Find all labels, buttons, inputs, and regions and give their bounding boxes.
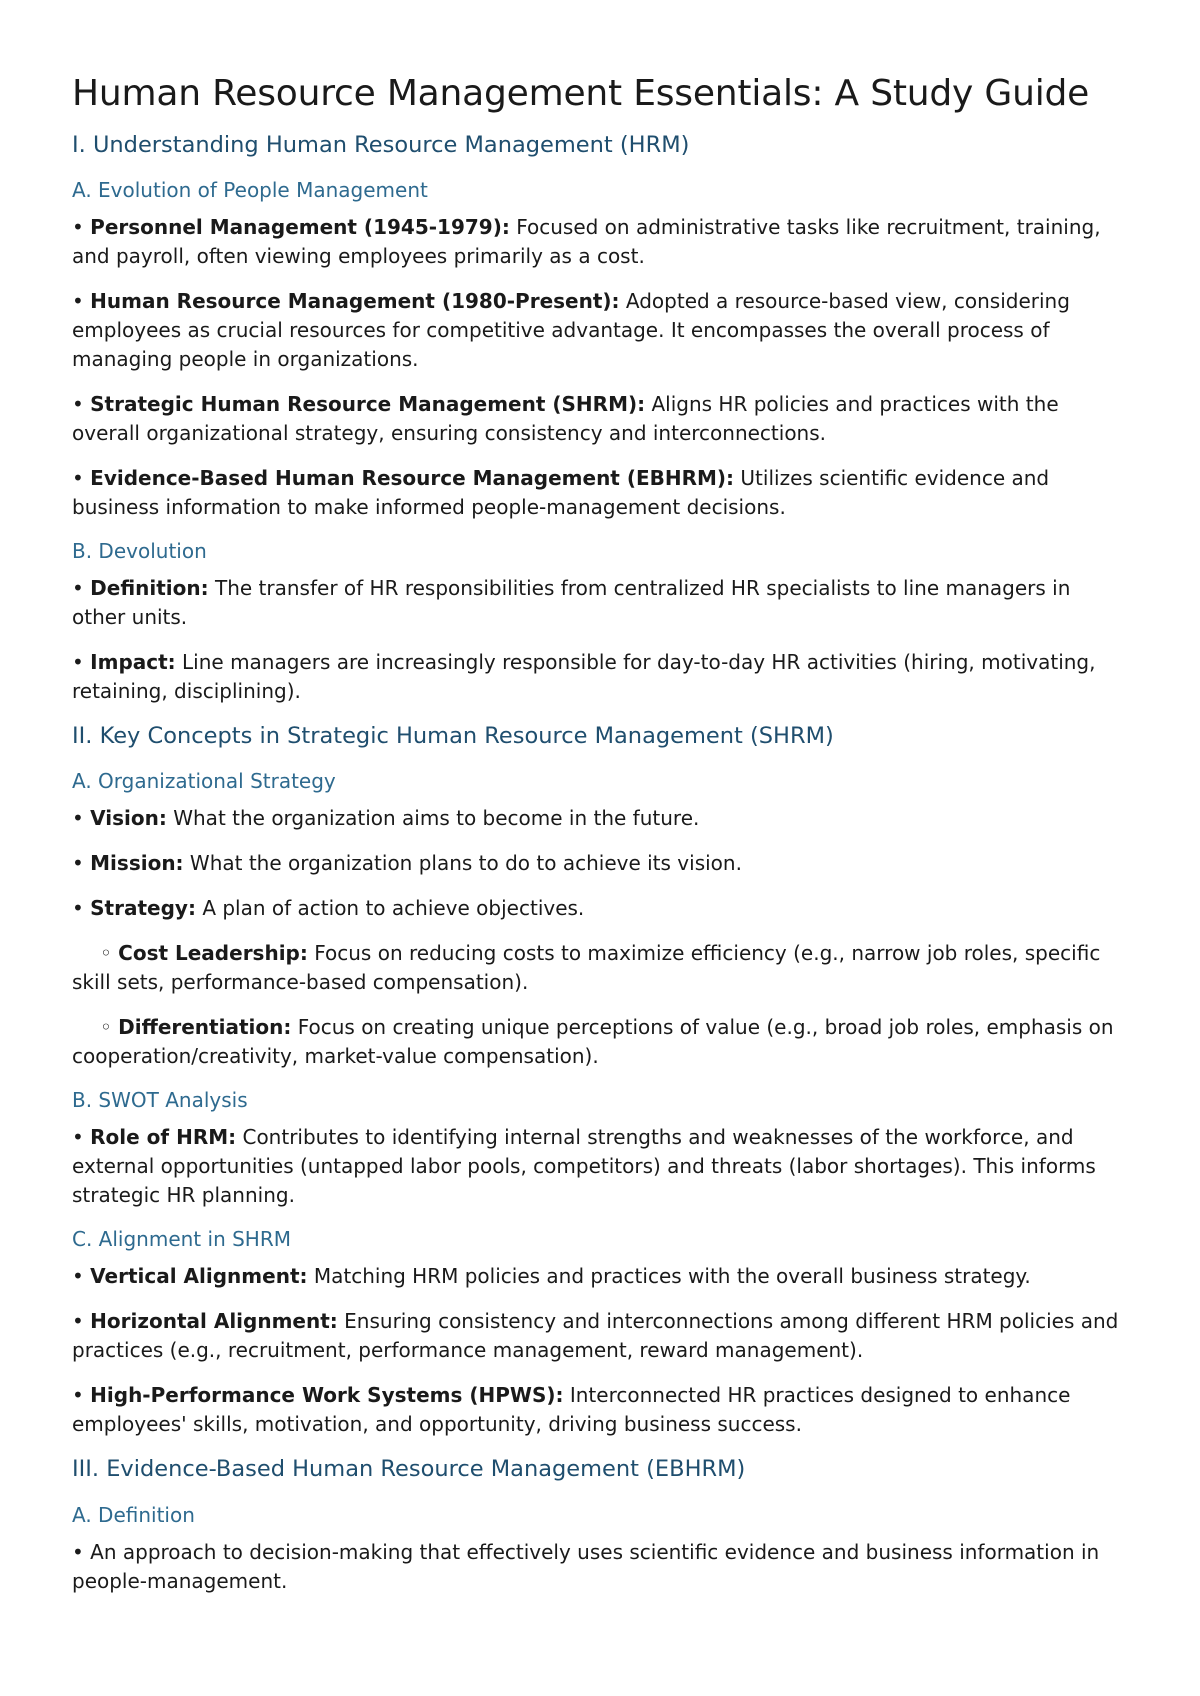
- item-text: Focus on reducing costs to maximize efficiency (e.g., narrow job roles, specific skill sets, performance-based compensation).: [72, 941, 1101, 995]
- bullet-icon: •: [72, 466, 84, 491]
- item-term: Vision:: [90, 806, 167, 831]
- bullet-icon: •: [72, 215, 84, 240]
- list-item: [72, 464, 1128, 522]
- item-term: Personnel Management (1945-1979):: [90, 215, 510, 240]
- sub-bullet-icon: ◦: [100, 941, 112, 966]
- list-item: [72, 1123, 1128, 1210]
- item-term: Definition:: [90, 576, 209, 601]
- item-text: The transfer of HR responsibilities from centralized HR specialists to line managers in other units.: [72, 576, 1071, 630]
- sub-bullet-icon: ◦: [100, 1015, 112, 1040]
- bullet-icon: •: [72, 896, 84, 921]
- item-text: Focused on administrative tasks like recruitment, training, and payroll, often viewing employees primarily as a cost.: [72, 215, 1101, 269]
- list-item: [72, 1262, 1128, 1291]
- subsection-heading: B. Devolution: [72, 539, 207, 564]
- subsection-heading: A. Organizational Strategy: [72, 769, 336, 794]
- item-term: Horizontal Alignment:: [90, 1309, 338, 1334]
- item-text: What the organization aims to become in the future.: [166, 806, 700, 831]
- section-heading: II. Key Concepts in Strategic Human Resource Management (SHRM): [72, 723, 834, 750]
- list-item: [72, 287, 1128, 374]
- bullet-icon: •: [72, 1539, 84, 1564]
- bullet-icon: •: [72, 806, 84, 831]
- bullet-icon: •: [72, 650, 84, 675]
- item-text: Matching HRM policies and practices with the overall business strategy.: [307, 1264, 1031, 1289]
- item-term: High-Performance Work Systems (HPWS):: [90, 1383, 564, 1408]
- item-text: Utilizes scientific evidence and business information to make informed people-management decisions.: [72, 466, 1050, 520]
- item-text: Aligns HR policies and practices with the overall organizational strategy, ensuring consistency and interconnections.: [72, 392, 1059, 446]
- item-term: Vertical Alignment:: [90, 1264, 308, 1289]
- section: [72, 131, 1128, 706]
- section-heading: I. Understanding Human Resource Management (HRM): [72, 132, 690, 159]
- item-text: A plan of action to achieve objectives.: [195, 896, 585, 921]
- document-body: [72, 131, 1128, 1595]
- list-item: [72, 1307, 1128, 1365]
- bullet-icon: •: [72, 392, 84, 417]
- bullet-icon: •: [72, 1309, 84, 1334]
- subsection-heading: B. SWOT Analysis: [72, 1088, 248, 1113]
- item-term: Mission:: [90, 851, 184, 876]
- item-term: Strategy:: [90, 896, 196, 921]
- sub-list-item: [72, 1013, 1128, 1071]
- item-text: Interconnected HR practices designed to enhance employees' skills, motivation, and opportunity, driving business success.: [72, 1383, 1071, 1437]
- subsection-heading: A. Evolution of People Management: [72, 178, 428, 203]
- section: [72, 722, 1128, 1439]
- list-item: [72, 390, 1128, 448]
- item-text: Contributes to identifying internal strengths and weaknesses of the workforce, and external opportunities (untapped labor pools, competitors) and threats (labor shortages). This informs strategic HR planning.: [72, 1125, 1096, 1208]
- item-text: What the organization plans to do to achieve its vision.: [183, 851, 742, 876]
- item-term: Role of HRM:: [90, 1125, 237, 1150]
- bullet-icon: •: [72, 289, 84, 314]
- bullet-icon: •: [72, 1383, 84, 1408]
- section-heading: III. Evidence-Based Human Resource Management (EBHRM): [72, 1456, 746, 1483]
- section: [72, 1455, 1128, 1595]
- item-term: Impact:: [90, 650, 176, 675]
- item-text: Adopted a resource-based view, considering employees as crucial resources for competitive advantage. It encompasses the overall process of managing people in organizations.: [72, 289, 1070, 372]
- document-title: Human Resource Management Essentials: A Study Guide: [72, 73, 1090, 114]
- item-term: Strategic Human Resource Management (SHRM):: [90, 392, 646, 417]
- bullet-icon: •: [72, 851, 84, 876]
- item-term: Cost Leadership:: [118, 941, 308, 966]
- item-text: Focus on creating unique perceptions of value (e.g., broad job roles, emphasis on cooperation/creativity, market-value compensation).: [72, 1015, 1114, 1069]
- list-item: [72, 648, 1128, 706]
- item-text: Ensuring consistency and interconnections among different HRM policies and practices (e.g., recruitment, performance management, reward management).: [72, 1309, 1119, 1363]
- list-item: [72, 894, 1128, 923]
- list-item: [72, 1381, 1128, 1439]
- subsection-heading: C. Alignment in SHRM: [72, 1227, 291, 1252]
- item-term: Human Resource Management (1980-Present):: [90, 289, 620, 314]
- item-term: Differentiation:: [118, 1015, 292, 1040]
- list-item: [72, 804, 1128, 833]
- item-term: Evidence-Based Human Resource Management (EBHRM):: [90, 466, 735, 491]
- sub-list-item: [72, 939, 1128, 997]
- list-item: [72, 574, 1128, 632]
- subsection-heading: A. Definition: [72, 1502, 195, 1527]
- list-item: [72, 213, 1128, 271]
- item-text: An approach to decision-making that effectively uses scientific evidence and business information in people-management.: [72, 1539, 1100, 1593]
- list-item: [72, 849, 1128, 878]
- bullet-icon: •: [72, 1264, 84, 1289]
- bullet-icon: •: [72, 1125, 84, 1150]
- list-item: [72, 1538, 1128, 1596]
- item-text: Line managers are increasingly responsible for day-to-day HR activities (hiring, motivating, retaining, disciplining).: [72, 650, 1096, 704]
- bullet-icon: •: [72, 576, 84, 601]
